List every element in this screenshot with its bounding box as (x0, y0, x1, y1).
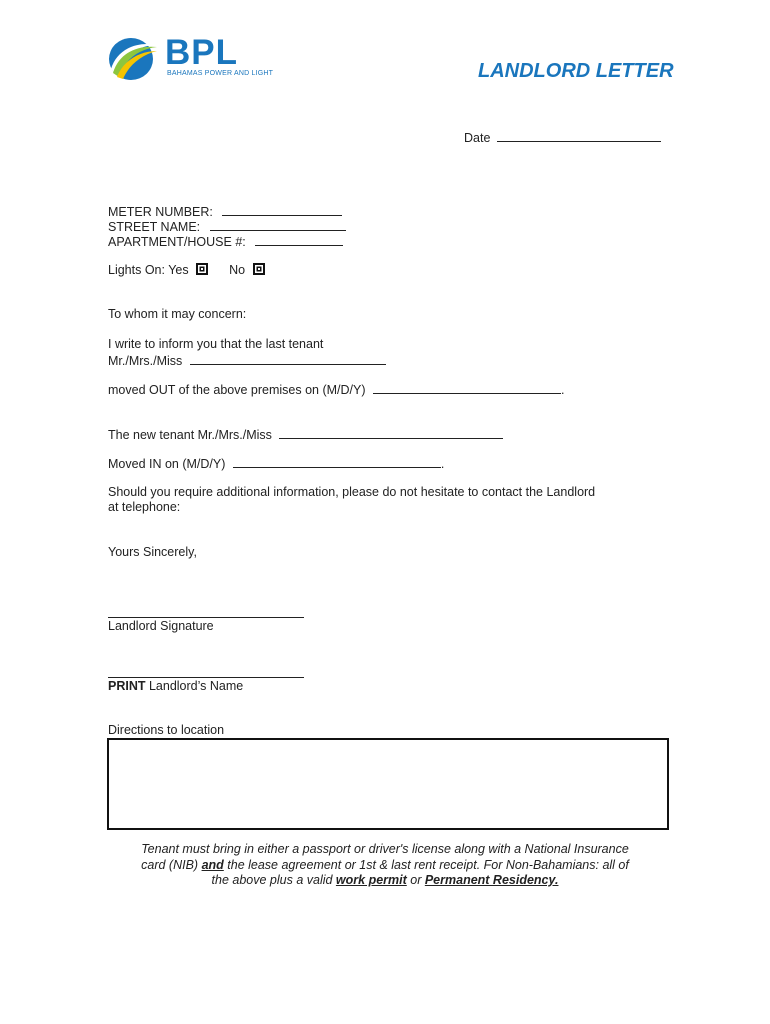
footer-line-1: Tenant must bring in either a passport or driver's license along with a National Insurance (141, 842, 629, 856)
footer-line-3 (105, 873, 665, 889)
print-bold-label: PRINT (108, 679, 146, 693)
closing: Yours Sincerely, (108, 545, 197, 559)
footer-part3a: the above plus a valid (211, 873, 336, 887)
footer-part2a: card (NIB) (141, 857, 202, 872)
page-title: LANDLORD LETTER (478, 60, 674, 82)
print-name-label (108, 679, 243, 694)
directions-box[interactable] (107, 738, 669, 830)
lights-on-yes-label: Lights On: Yes (108, 263, 189, 277)
moved-in-date-field[interactable] (233, 455, 441, 468)
moved-out-label: moved OUT of the above premises on (M/D/Y) (108, 383, 366, 397)
moved-out-date-field[interactable] (373, 381, 561, 394)
logo-subtitle: BAHAMAS POWER AND LIGHT (167, 70, 274, 77)
landlord-name-line[interactable] (108, 677, 304, 678)
last-tenant-name-field[interactable] (190, 352, 386, 365)
last-tenant-title-label: Mr./Mrs./Miss (108, 354, 183, 368)
additional-info-line-1: Should you require additional information, please do not hesitate to contact the Landlord (108, 485, 596, 499)
footer-or: or (406, 873, 425, 887)
footer-work-permit: work permit (335, 873, 407, 887)
footer-note (105, 842, 665, 889)
bpl-logo (107, 35, 287, 83)
lights-on-row (108, 263, 265, 278)
apartment-house-label: APARTMENT/HOUSE #: (108, 235, 246, 249)
footer-part2b: the lease agreement or 1st & last rent receipt. For Non-Bahamians: all of (223, 857, 629, 872)
moved-in-label: Moved IN on (M/D/Y) (108, 457, 226, 471)
landlord-name-label: Landlord’s Name (145, 679, 244, 693)
date-row (464, 129, 661, 146)
lights-yes-checkbox[interactable] (196, 263, 208, 275)
last-tenant-row (108, 352, 386, 369)
meter-number-label: METER NUMBER: (108, 205, 213, 219)
additional-info-line-2: at telephone: (108, 500, 181, 514)
footer-permanent-residency: Permanent Residency. (424, 873, 559, 887)
inform-line: I write to inform you that the last tenant (108, 337, 324, 351)
new-tenant-label: The new tenant Mr./Mrs./Miss (108, 428, 272, 442)
moved-out-row: moved OUT of the above premises on (M/D/Y) . (108, 383, 565, 397)
meter-number-field[interactable] (222, 203, 342, 216)
landlord-signature-line[interactable] (108, 617, 304, 618)
apartment-house-field[interactable] (255, 233, 343, 246)
apartment-house-row (108, 233, 343, 250)
lights-no-label: No (229, 263, 246, 277)
new-tenant-name-field[interactable] (279, 426, 503, 439)
date-field[interactable] (497, 129, 661, 142)
lights-no-checkbox[interactable] (253, 263, 265, 275)
footer-and: and (201, 857, 224, 872)
salutation: To whom it may concern: (108, 307, 247, 321)
moved-in-row: Moved IN on (M/D/Y) . (108, 457, 445, 471)
street-name-field[interactable] (210, 218, 346, 231)
landlord-signature-label: Landlord Signature (108, 619, 214, 633)
new-tenant-row (108, 426, 503, 443)
directions-label: Directions to location (108, 723, 225, 737)
date-label: Date (464, 131, 491, 145)
footer-line-2 (105, 858, 665, 874)
bpl-logo-swoosh-icon (107, 35, 163, 83)
logo-wordmark: BPL (165, 33, 238, 72)
street-name-label: STREET NAME: (108, 220, 201, 234)
